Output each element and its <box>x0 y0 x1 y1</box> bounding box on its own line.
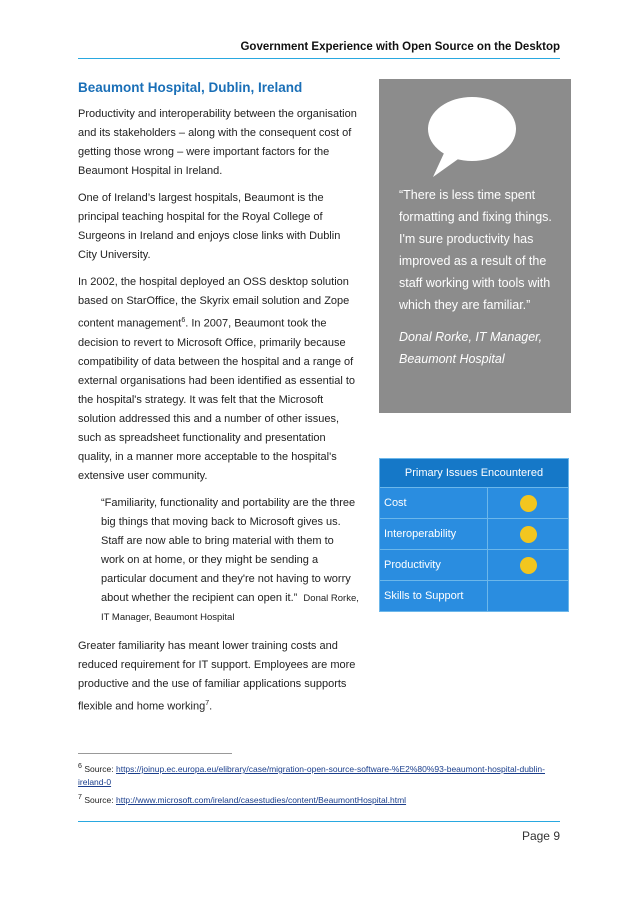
paragraph-intro: Productivity and interoperability between the organisation and its stakeholders – along with the consequent cost of getting those wrong – were important factors for the Beaumont Hospital in Ireland. <box>78 108 357 177</box>
pull-quote-text: “There is less time spent formatting and fixing things. I'm sure productivity has improved as a result of the staff working with tools with which they are familiar.” <box>399 188 552 312</box>
issue-label-cost: Cost <box>380 488 488 519</box>
issues-table-header: Primary Issues Encountered <box>380 459 569 488</box>
paragraph-outcome <box>78 637 360 717</box>
footnote-ref-7[interactable]: 7 <box>205 699 210 707</box>
speech-bubble-icon <box>423 93 521 181</box>
footnote-7-prefix: Source: <box>84 794 114 805</box>
paragraph-outcome-text-b: . <box>209 700 213 713</box>
issue-label-skills: Skills to Support <box>380 581 488 612</box>
table-row <box>380 550 569 581</box>
paragraph-history <box>78 273 360 486</box>
page-number: Page 9 <box>521 829 560 843</box>
footnote-6-link[interactable]: https://joinup.ec.europa.eu/elibrary/case/migration-open-source-software-%E2%80%93-beaumont-hospital-dublin-ireland-0 <box>78 763 545 787</box>
table-row <box>380 519 569 550</box>
paragraph-history-text-b: . In 2007, Beaumont took the decision to revert to Microsoft Office, primarily because compatibility of data between the hospital and a range of external organisations had been identified as essential to the hospital's strategy. It was felt that the Microsoft solution addressed this and a number of other issues, such as spreadsheet functionality and presentation quality, in a manner more acceptable to the hospital's extensive user community. <box>78 317 356 482</box>
footnote-divider <box>78 753 232 754</box>
footnote-7-number: 7 <box>78 792 82 801</box>
paragraph-history-text-a: In 2002, the hospital deployed an OSS desktop solution based on StarOffice, the Skyrix email solution and Zope content management <box>78 276 350 330</box>
yellow-dot-icon <box>520 495 537 512</box>
issue-label-productivity: Productivity <box>380 550 488 581</box>
pull-quote-attribution: Donal Rorke, IT Manager, Beaumont Hospital <box>399 330 543 366</box>
issue-indicator-interoperability <box>488 519 569 550</box>
main-column <box>78 79 360 724</box>
issues-header-row <box>380 459 569 488</box>
inline-quote-attribution: Donal Rorke, IT Manager, Beaumont Hospital <box>101 592 359 623</box>
footer-divider <box>78 821 560 822</box>
footnote-6-number: 6 <box>78 762 82 770</box>
issue-indicator-cost <box>488 488 569 519</box>
table-row <box>380 581 569 612</box>
page-header-title: Government Experience with Open Source on the Desktop <box>240 41 560 53</box>
inline-quote-text: “Familiarity, functionality and portability are the three big things that moving back to Microsoft gives us. Staff are now able to bring material with them to work on at home, or they might be sending a particular document and they're not having to worry about whether the recipient can open it.” <box>101 496 356 604</box>
yellow-dot-icon <box>520 557 537 574</box>
yellow-dot-icon <box>520 526 537 543</box>
issue-label-interoperability: Interoperability <box>380 519 488 550</box>
issue-indicator-skills <box>488 581 569 612</box>
footnote-ref-6[interactable]: 6 <box>181 317 186 324</box>
issue-indicator-productivity <box>488 550 569 581</box>
pull-quote-panel <box>379 79 571 413</box>
paragraph-outcome-text-a: Greater familiarity has meant lower training costs and reduced requirement for IT support. Employees are more productive and the use of familiar applications supports flexible and home working <box>78 639 356 713</box>
section-title: Beaumont Hospital, Dublin, Ireland <box>78 80 303 95</box>
table-row <box>380 488 569 519</box>
footnote-6-prefix: Source: <box>84 763 114 774</box>
pull-quote <box>399 184 564 370</box>
footnotes <box>78 760 568 809</box>
issues-table <box>379 458 569 612</box>
paragraph-hospital: One of Ireland’s largest hospitals, Beaumont is the principal teaching hospital for the Royal College of Surgeons in Ireland and enjoys close links with Dublin City University. <box>78 192 341 261</box>
footnote-6 <box>78 760 568 789</box>
inline-quote <box>101 494 360 627</box>
footnote-7 <box>78 791 568 807</box>
footnote-7-link[interactable]: http://www.microsoft.com/ireland/casestudies/content/BeaumontHospital.html <box>115 794 407 805</box>
header-divider <box>78 58 560 59</box>
